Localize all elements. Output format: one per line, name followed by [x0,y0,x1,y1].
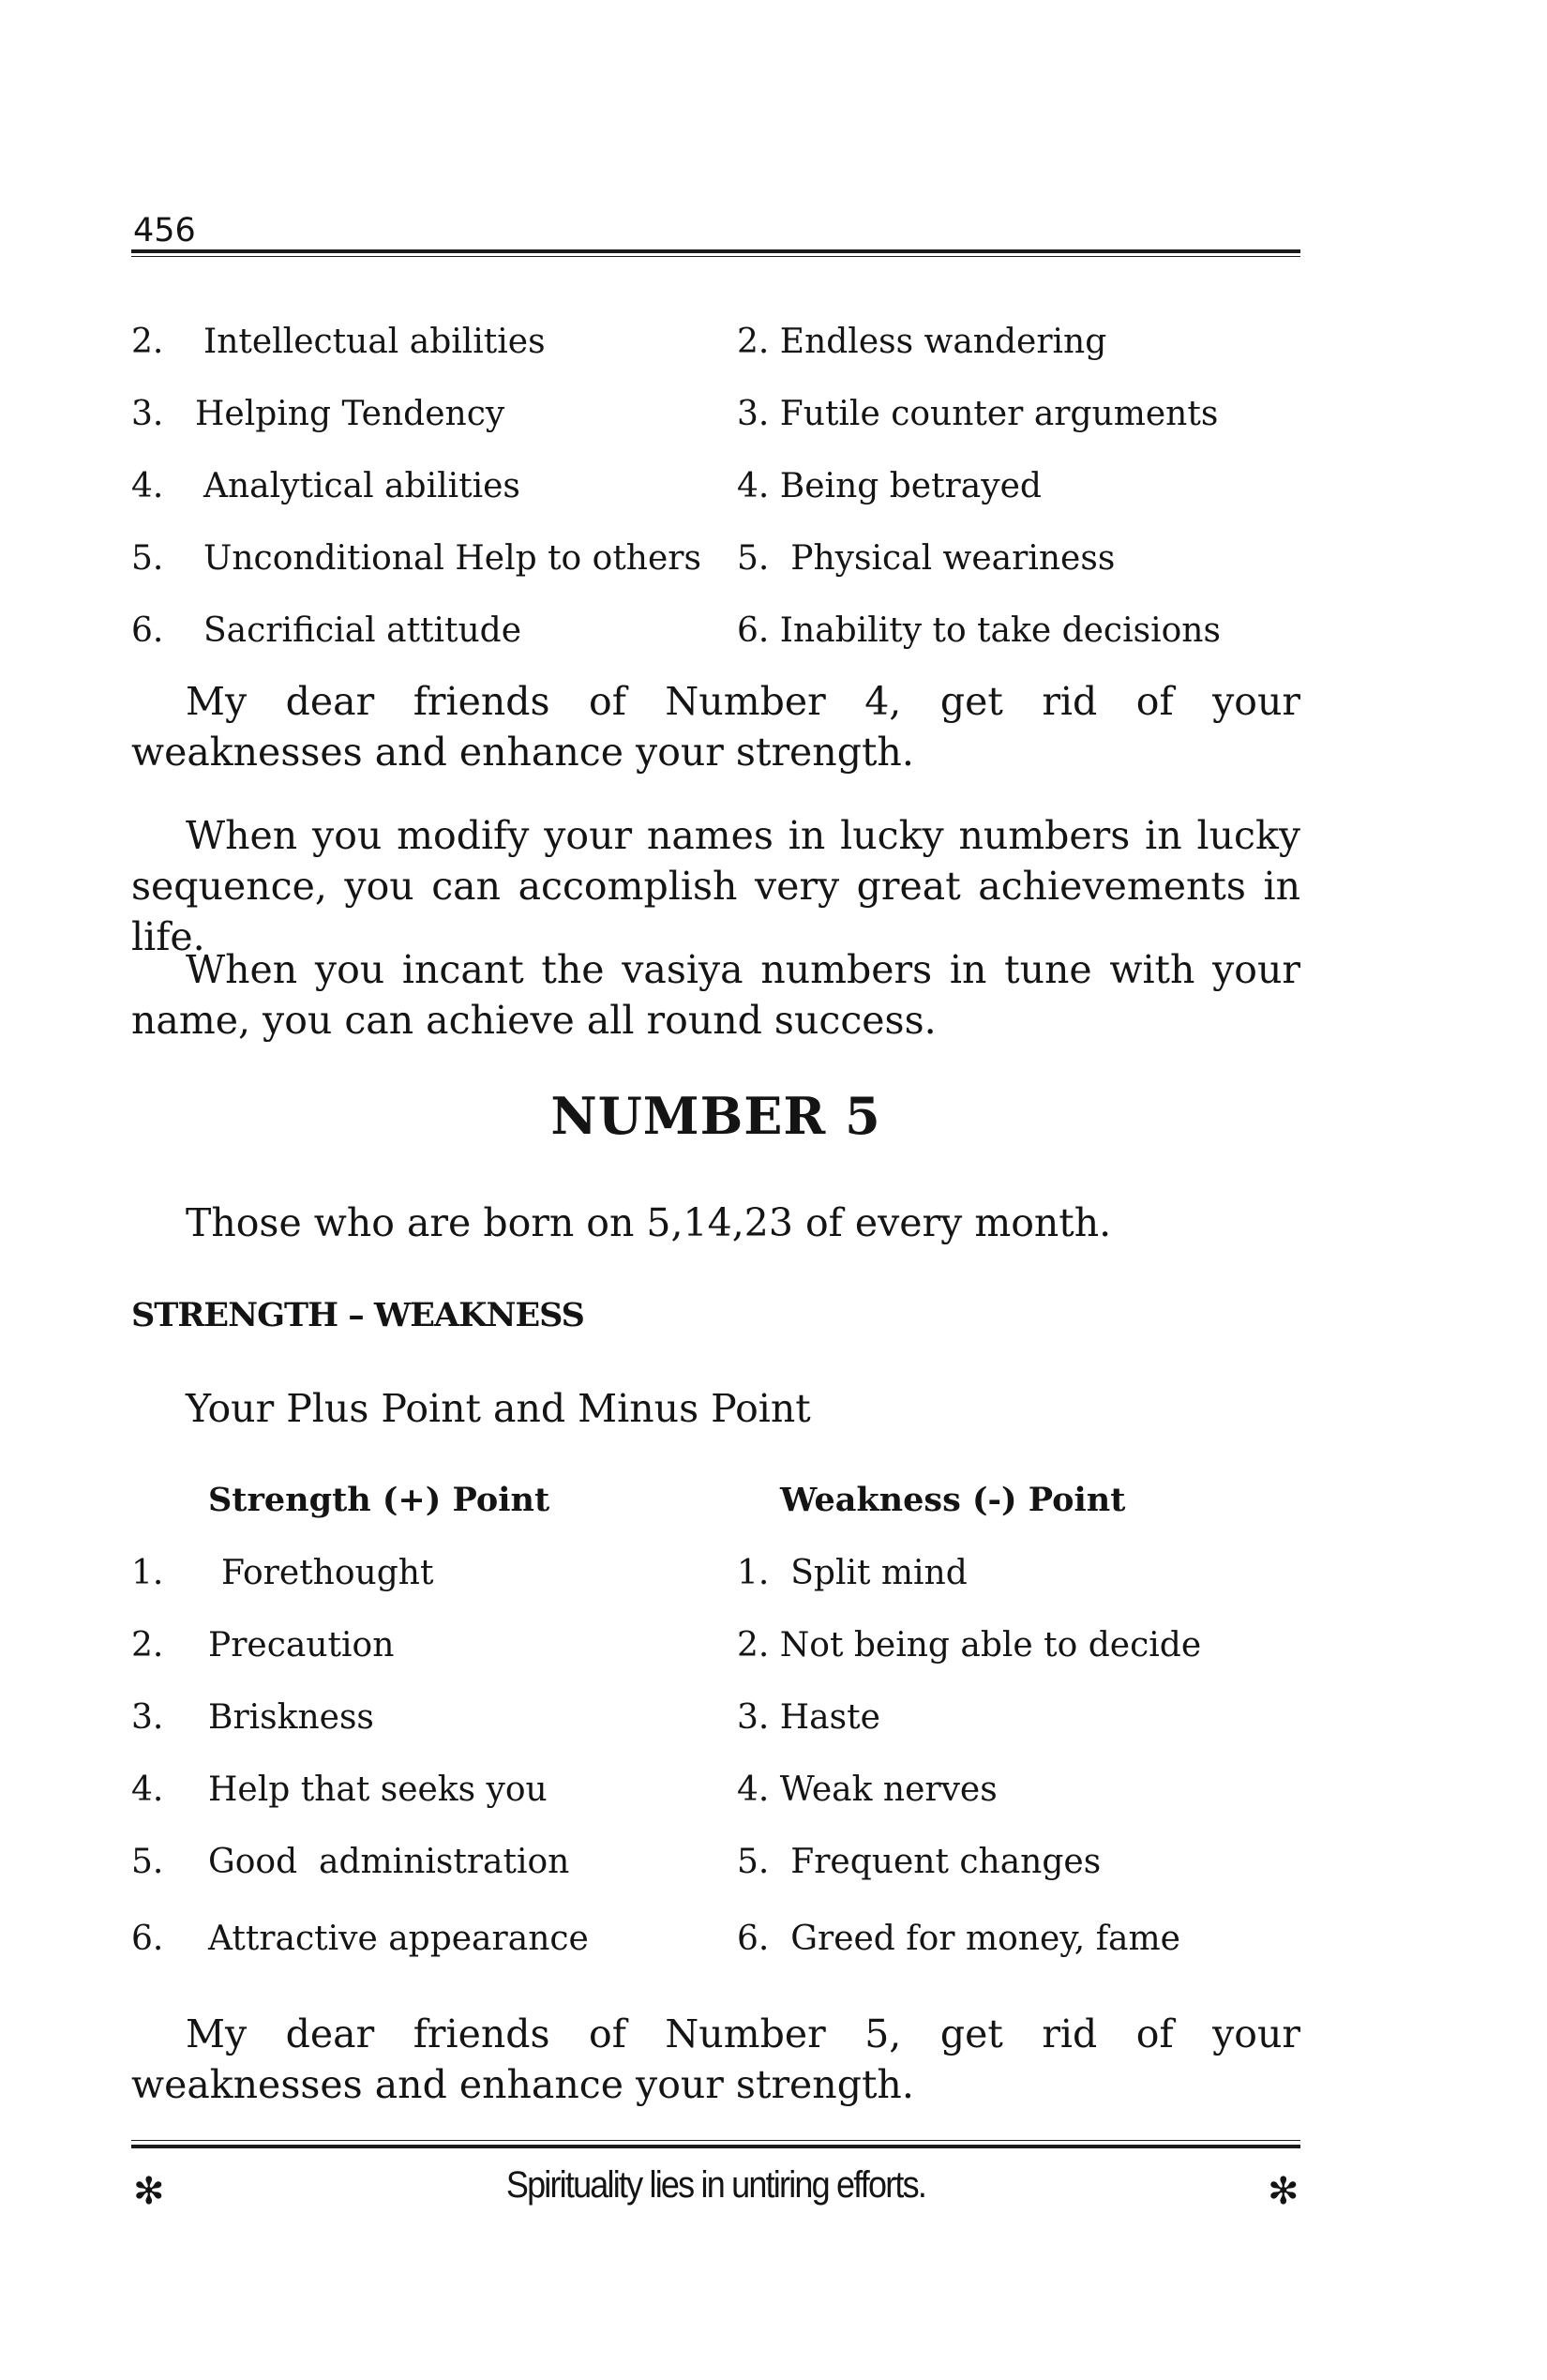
birth-dates-line: Those who are born on 5,14,23 of every month. [186,1200,1112,1245]
list-number: 4. [131,1770,164,1809]
ornament-right-icon: ✻ [1268,2170,1299,2213]
strength-column-header: Strength (+) Point [208,1481,550,1519]
paragraph: When you incant the vasiya numbers in tune with your name, you can achieve all round success. [131,947,1300,1043]
header-rule [131,249,1300,253]
closing-paragraph: My dear friends of Number 5, get rid of your weaknesses and enhance your strength. [131,2011,1300,2107]
strength-item: Good administration [208,1843,570,1881]
weakness-item: 3. Futile counter arguments [737,395,1219,433]
weakness-item: 2. Endless wandering [737,323,1107,361]
list-number: 5. [131,1843,164,1881]
weakness-item: 1. Split mind [737,1554,968,1592]
list-number: 3. [131,395,164,433]
strength-item: Precaution [208,1626,395,1664]
list-number: 2. [131,1626,164,1664]
section-title: NUMBER 5 [550,1086,881,1146]
header-rule-thin [131,256,1300,257]
ornament-left-icon: ✻ [133,2170,165,2213]
paragraph: My dear friends of Number 4, get rid of your weaknesses and enhance your strength. [131,679,1300,775]
strength-item: Helping Tendency [195,395,505,433]
weakness-item: 4. Being betrayed [737,467,1042,505]
weakness-item: 3. Haste [737,1698,880,1737]
list-number: 5. [131,539,164,578]
footer-quote: Spirituality lies in untiring efforts. [505,2164,926,2206]
weakness-column-header: Weakness (-) Point [780,1481,1126,1519]
list-number: 1. [131,1554,164,1592]
paragraph: When you modify your names in lucky numbers in lucky sequence, you can accomplish very great achievements in life. [131,813,1300,959]
list-number: 4. [131,467,164,505]
weakness-item: 2. Not being able to decide [737,1626,1202,1664]
weakness-item: 5. Physical weariness [737,539,1116,578]
weakness-item: 6. Greed for money, fame [737,1920,1180,1958]
list-number: 2. [131,323,164,361]
weakness-item: 4. Weak nerves [737,1770,998,1809]
strength-item: Unconditional Help to others [203,539,701,578]
weakness-item: 6. Inability to take decisions [737,611,1221,650]
strength-item: Intellectual abilities [203,323,546,361]
strength-item: Forethought [221,1554,434,1592]
weakness-item: 5. Frequent changes [737,1843,1102,1881]
subheading: STRENGTH – WEAKNESS [131,1296,584,1334]
strength-item: Attractive appearance [208,1920,589,1958]
strength-item: Briskness [208,1698,374,1737]
footer-rule-thin [131,2140,1300,2141]
list-number: 6. [131,611,164,650]
strength-item: Analytical abilities [203,467,520,505]
list-number: 3. [131,1698,164,1737]
strength-item: Help that seeks you [208,1770,548,1809]
page-number: 456 [133,212,196,249]
plus-minus-line: Your Plus Point and Minus Point [186,1386,811,1431]
list-number: 6. [131,1920,164,1958]
footer-rule [131,2145,1300,2148]
strength-item: Sacrificial attitude [203,611,522,650]
